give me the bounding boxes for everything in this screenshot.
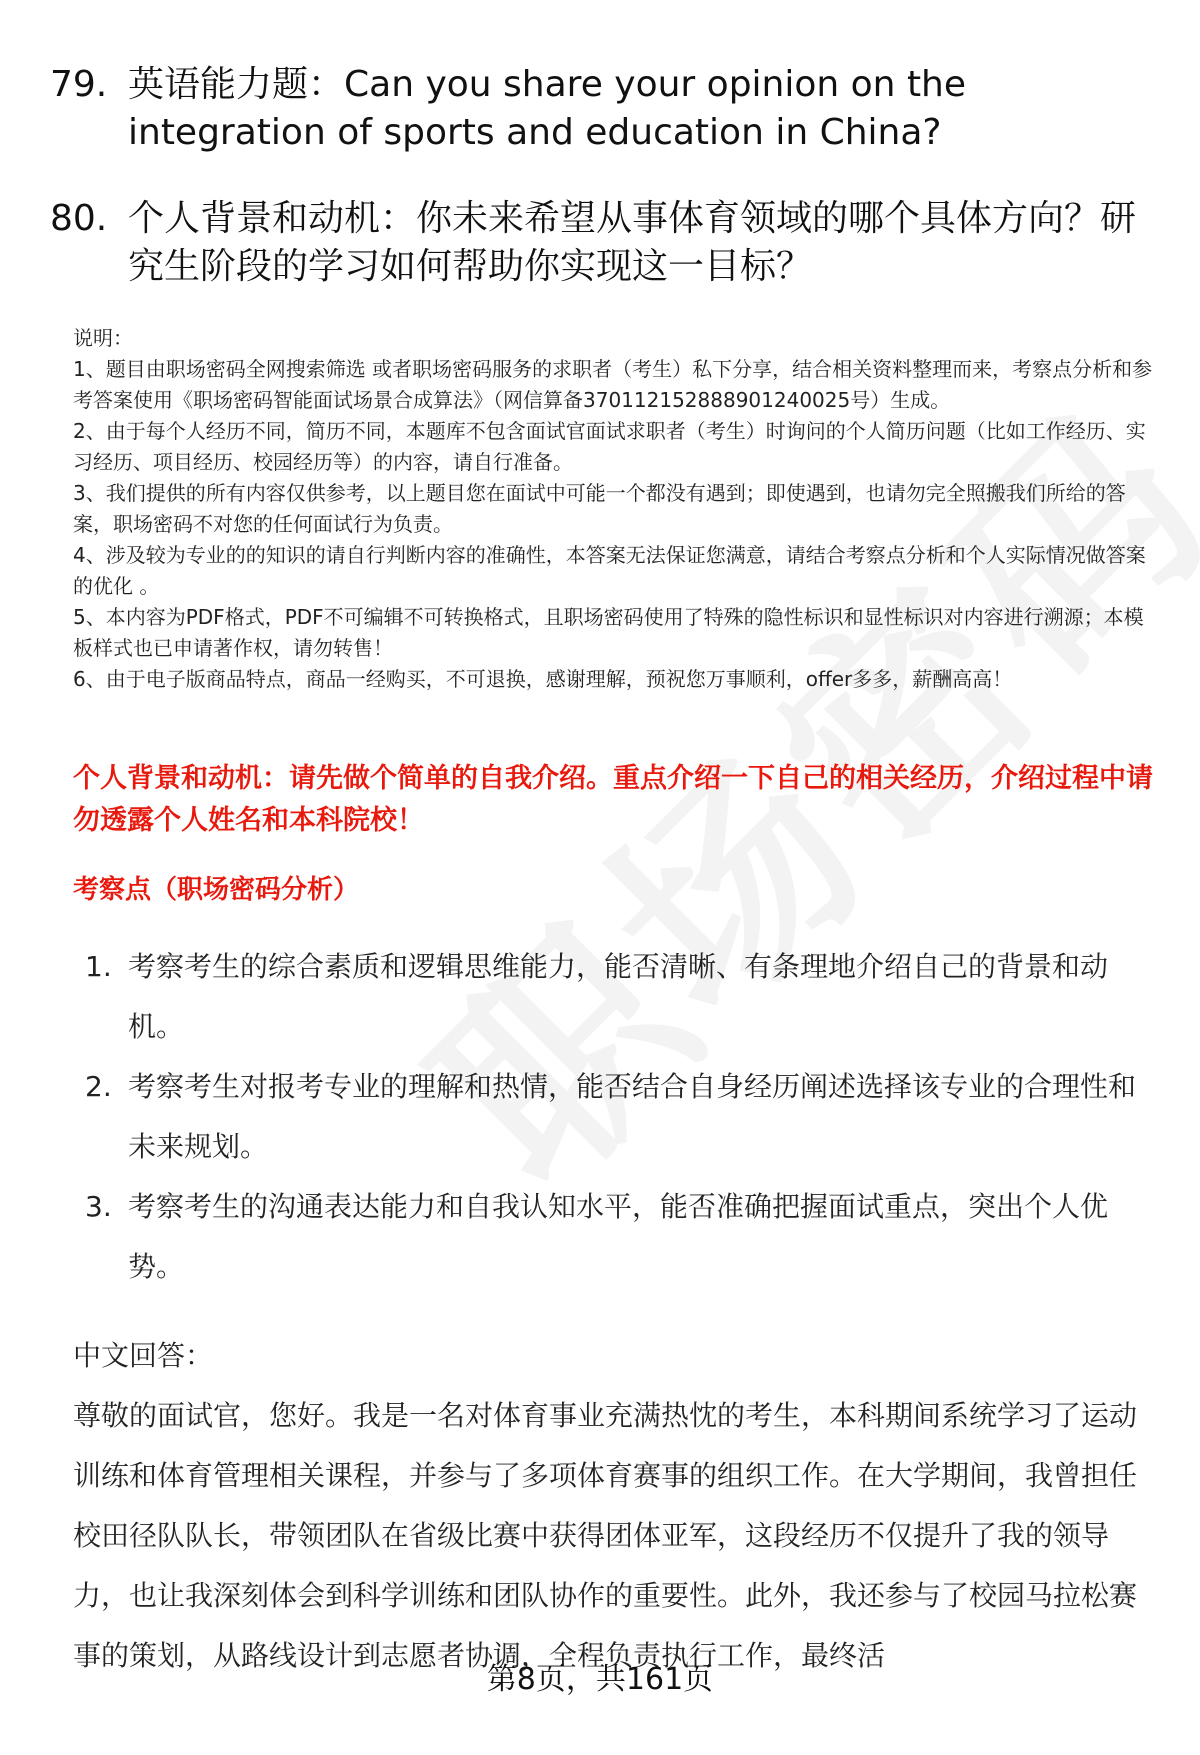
question-text: 个人背景和动机：你未来希望从事体育领域的哪个具体方向？研究生阶段的学习如何帮助你实现这一目标？ [128, 198, 1137, 287]
question-number: 80. [50, 198, 108, 239]
point-number: 1. [85, 950, 112, 983]
note-item: 2、由于每个人经历不同，简历不同，本题库不包含面试官面试求职者（考生）时询问的个人简历问题（比如工作经历、实习经历、项目经历、校园经历等）的内容，请自行准备。 [73, 419, 1146, 474]
note-item: 5、本内容为PDF格式，PDF不可编辑不可转换格式，且职场密码使用了特殊的隐性标识和显性标识对内容进行溯源；本模板样式也已申请著作权，请勿转售！ [73, 605, 1144, 660]
question-79 [50, 61, 1160, 157]
analysis-points [73, 937, 1163, 1297]
note-item: 3、我们提供的所有内容仅供参考，以上题目您在面试中可能一个都没有遇到；即使遇到，也请勿完全照搬我们所给的答案，职场密码不对您的任何面试行为负责。 [73, 481, 1126, 536]
current-question-heading: 个人背景和动机：请先做个简单的自我介绍。重点介绍一下自己的相关经历，介绍过程中请勿透露个人姓名和本科院校！ [73, 763, 1153, 836]
answer-label: 中文回答： [73, 1339, 214, 1372]
question-number: 79. [50, 64, 108, 105]
point-text: 考察考生的沟通表达能力和自我认知水平，能否准确把握面试重点，突出个人优势。 [128, 1190, 1109, 1283]
analysis-point [73, 1177, 1163, 1297]
question-text: 英语能力题：Can you share your opinion on the integration of sports and education in China? [128, 64, 967, 153]
point-text: 考察考生对报考专业的理解和热情，能否结合自身经历阐述选择该专业的合理性和未来规划。 [128, 1070, 1137, 1163]
point-text: 考察考生的综合素质和逻辑思维能力，能否清晰、有条理地介绍自己的背景和动机。 [128, 950, 1109, 1043]
notes-section [73, 323, 1153, 695]
notes-title: 说明： [73, 326, 133, 350]
answer-section [73, 1326, 1153, 1686]
page-footer: 第8页，共161页 [486, 1662, 714, 1697]
note-item: 4、涉及较为专业的的知识的请自行判断内容的准确性，本答案无法保证您满意，请结合考察点分析和个人实际情况做答案的优化 。 [73, 543, 1146, 598]
question-80 [50, 195, 1160, 291]
point-number: 2. [85, 1070, 112, 1103]
point-number: 3. [85, 1190, 112, 1223]
note-item: 6、由于电子版商品特点，商品一经购买，不可退换，感谢理解，预祝您万事顺利，offer多多，薪酬高高！ [73, 667, 1013, 691]
analysis-heading: 考察点（职场密码分析） [73, 875, 360, 905]
note-item: 1、题目由职场密码全网搜索筛选 或者职场密码服务的求职者（考生）私下分享，结合相关资料整理而来，考察点分析和参考答案使用《职场密码智能面试场景合成算法》（网信算备370112152888901240025号）生成。 [73, 357, 1153, 412]
answer-text: 尊敬的面试官，您好。我是一名对体育事业充满热忱的考生，本科期间系统学习了运动训练和体育管理相关课程，并参与了多项体育赛事的组织工作。在大学期间，我曾担任校田径队队长，带领团队在省级比赛中获得团体亚军，这段经历不仅提升了我的领导力，也让我深刻体会到科学训练和团队协作的重要性。此外，我还参与了校园马拉松赛事的策划，从路线设计到志愿者协调，全程负责执行工作，最终活 [73, 1399, 1138, 1672]
analysis-point [73, 937, 1163, 1057]
analysis-point [73, 1057, 1163, 1177]
